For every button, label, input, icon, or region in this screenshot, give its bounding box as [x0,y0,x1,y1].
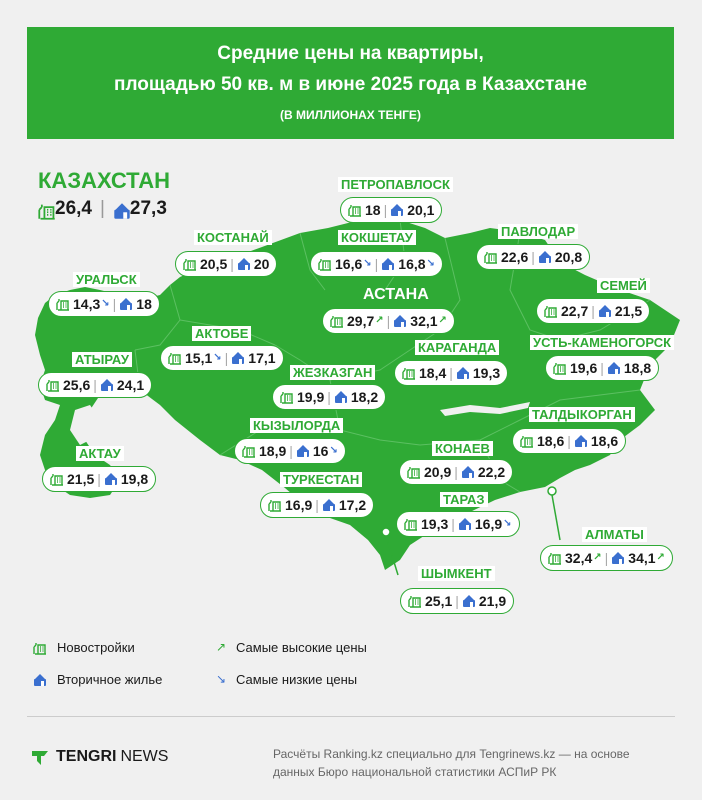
secondary-price: 16,8 [398,256,426,272]
secondary-home-icon [611,551,625,565]
logo-rest: NEWS [120,748,169,765]
secondary-home-icon [237,257,251,271]
price-pill: 18 | 20,1 [340,197,442,223]
new-building-icon [280,390,294,404]
secondary-price: 21,5 [614,303,643,319]
price-pill: 18,6 | 18,6 [512,428,626,454]
city-name: АЛМАТЫ [582,527,647,542]
new-building-icon [348,203,362,217]
new-price: 14,3 [73,296,101,312]
new-building-icon [242,444,256,458]
credit-line-2: данных Бюро национальной статистики АСПиР РК [273,765,557,779]
legend-new-label: Новостройки [57,640,135,655]
city-name: ПЕТРОПАВЛОСК [338,177,453,192]
price-pill: 20,9 | 22,2 [399,459,513,485]
new-price: 18 [365,202,381,218]
secondary-home-icon [461,465,475,479]
credit-text [273,745,673,781]
new-building-icon [46,378,60,392]
arrow-down-icon: ↘ [216,671,227,686]
city-name: ЖЕЗКАЗГАН [290,365,375,380]
price-pill: 16,9 | 17,2 [260,492,374,518]
city-name: КОКШЕТАУ [338,230,416,245]
tengri-news-logo [30,747,168,767]
price-pill: 32,4 ↗ | 34,1 ↗ [540,545,673,571]
shymkent-dot [382,528,390,536]
new-building-icon [402,366,416,380]
arrow-up-icon: ↗ [438,314,447,326]
new-building-icon [407,465,421,479]
secondary-price: 16 [312,443,329,459]
price-pill: 15,1 ↘ | 17,1 [160,345,284,371]
new-building-icon [318,257,332,271]
arrow-up-icon: ↗ [593,551,602,563]
city-name: АТЫРАУ [72,352,132,367]
legend-high-label: Самые высокие цены [236,640,367,655]
secondary-home-icon [100,378,114,392]
secondary-home-icon [104,472,118,486]
arrow-up-icon: ↗ [656,551,665,563]
new-price: 25,6 [63,377,91,393]
secondary-price: 20,8 [554,249,583,265]
price-pill: 25,1 | 21,9 [400,588,514,614]
new-price: 19,9 [297,389,325,405]
city-name: УСТЬ-КАМЕНОГОРСК [530,335,674,350]
secondary-home-icon [296,444,310,458]
secondary-price: 34,1 [628,550,656,566]
price-pill: 29,7 ↗ | 32,1 ↗ [322,308,455,334]
secondary-home-icon [574,434,588,448]
new-building-icon [544,304,558,318]
new-price: 20,5 [200,256,228,272]
secondary-home-icon [119,297,133,311]
arrow-down-icon: ↘ [363,257,372,269]
logo-bold: TENGRI [56,748,117,765]
price-pill: 22,7 | 21,5 [536,298,650,324]
city-name: ШЫМКЕНТ [418,566,495,581]
secondary-price: 18,6 [590,433,619,449]
price-pill: 20,5 | 20 [175,251,277,277]
credit-line-1: Расчёты Ranking.kz специально для Tengrinews.kz — на основе [273,747,630,761]
new-building-icon [484,250,498,264]
city-name: КАРАГАНДА [415,340,499,355]
new-price: 16,9 [285,497,313,513]
new-price: 29,7 [347,313,375,329]
secondary-home-icon [607,361,621,375]
country-new-price: 26,4 [55,198,92,219]
new-building-icon [50,472,64,486]
legend-secondary-label: Вторичное жилье [57,672,163,687]
arrow-down-icon: ↘ [503,517,512,529]
secondary-home-icon [381,257,395,271]
new-building-icon [168,351,182,365]
secondary-price: 24,1 [116,377,145,393]
new-building-icon [268,498,282,512]
price-pill: 14,3 ↘ | 18 [48,291,160,317]
city-name: АКТОБЕ [192,326,251,341]
secondary-price: 18 [136,296,152,312]
secondary-home-icon [334,390,348,404]
legend-new [33,640,135,655]
new-price: 16,6 [335,256,363,272]
new-building-icon [408,594,422,608]
secondary-home-icon [393,314,407,328]
city-name: КОСТАНАЙ [194,230,272,245]
city-name: СЕМЕЙ [597,278,650,293]
legend-high [215,640,367,655]
secondary-price: 32,1 [410,313,438,329]
arrow-down-icon: ↘ [329,444,338,456]
new-price: 18,4 [419,365,447,381]
new-building-icon [56,297,70,311]
new-price: 15,1 [185,350,213,366]
new-building-icon [33,641,47,655]
secondary-home-icon [462,594,476,608]
city-name: ТАРАЗ [440,492,488,507]
arrow-down-icon: ↘ [101,297,110,309]
secondary-price: 19,8 [120,471,149,487]
legend-low [215,672,357,687]
city-name: УРАЛЬСК [73,272,140,287]
city-name: ПАВЛОДАР [498,224,578,239]
secondary-home-icon [598,304,612,318]
price-pill: 25,6 | 24,1 [38,372,152,398]
price-pill: 16,6 ↘ | 16,8 ↘ [310,251,443,277]
secondary-home-icon [456,366,470,380]
city-name: ТАЛДЫКОРГАН [529,407,635,422]
arrow-down-icon: ↘ [213,351,222,363]
country-prices: 26,4 | 27,3 [38,198,167,220]
secondary-price: 22,2 [477,464,506,480]
new-price: 19,3 [421,516,449,532]
secondary-price: 17,2 [338,497,367,513]
city-name: ТУРКЕСТАН [280,472,362,487]
price-pill: 21,5 | 19,8 [42,466,156,492]
secondary-home-icon [390,203,404,217]
header-title-line1: Средние цены на квартиры, [217,43,484,64]
new-building-icon [330,314,344,328]
price-pill: 18,4 | 19,3 [394,360,508,386]
secondary-home-icon [231,351,245,365]
new-price: 25,1 [425,593,453,609]
header-subtitle: (В МИЛЛИОНАХ ТЕНГЕ) [280,108,421,122]
secondary-price: 21,9 [478,593,507,609]
new-building-icon [520,434,534,448]
new-building-icon [183,257,197,271]
secondary-price: 16,9 [474,516,503,532]
arrow-up-icon: ↗ [375,314,384,326]
city-name: КЫЗЫЛОРДА [250,418,343,433]
header-title-line2: площадью 50 кв. м в июне 2025 года в Казахстане [113,74,588,95]
secondary-home-icon [458,517,472,531]
footer-divider [27,716,675,717]
new-price: 19,6 [570,360,598,376]
country-secondary-price: 27,3 [129,198,167,219]
secondary-home-icon [538,250,552,264]
almaty-dot [548,487,556,495]
new-price: 18,6 [537,433,565,449]
secondary-price: 19,3 [472,365,501,381]
almaty-leader [552,495,560,540]
arrow-down-icon: ↘ [426,257,435,269]
secondary-price: 20 [253,256,270,272]
country-name: КАЗАХСТАН [38,168,170,193]
legend-low-label: Самые низкие цены [236,672,358,687]
price-pill: 18,9 | 16 ↘ [234,438,346,464]
new-building-icon [38,202,52,216]
city-name: КОНАЕВ [432,441,493,456]
arrow-up-icon: ↗ [216,639,227,654]
price-pill: 22,6 | 20,8 [476,244,590,270]
price-pill: 19,9 | 18,2 [272,384,386,410]
new-price: 22,7 [561,303,589,319]
price-pill: 19,3 | 16,9 ↘ [396,511,520,537]
new-price: 18,9 [259,443,287,459]
new-price: 32,4 [565,550,593,566]
city-name: АКТАУ [76,446,124,461]
secondary-price: 17,1 [248,350,276,366]
price-pill: 19,6 | 18,8 [545,355,659,381]
secondary-price: 20,1 [407,202,435,218]
secondary-home-icon [33,673,47,687]
new-building-icon [404,517,418,531]
tengri-logo-icon [30,747,50,767]
secondary-home-icon [322,498,336,512]
new-price: 22,6 [501,249,529,265]
secondary-price: 18,8 [623,360,652,376]
city-name: АСТАНА [363,286,429,303]
new-building-icon [553,361,567,375]
new-price: 20,9 [424,464,452,480]
secondary-home-icon [113,202,127,216]
new-building-icon [548,551,562,565]
secondary-price: 18,2 [350,389,379,405]
new-price: 21,5 [67,471,95,487]
legend-secondary [33,672,162,687]
